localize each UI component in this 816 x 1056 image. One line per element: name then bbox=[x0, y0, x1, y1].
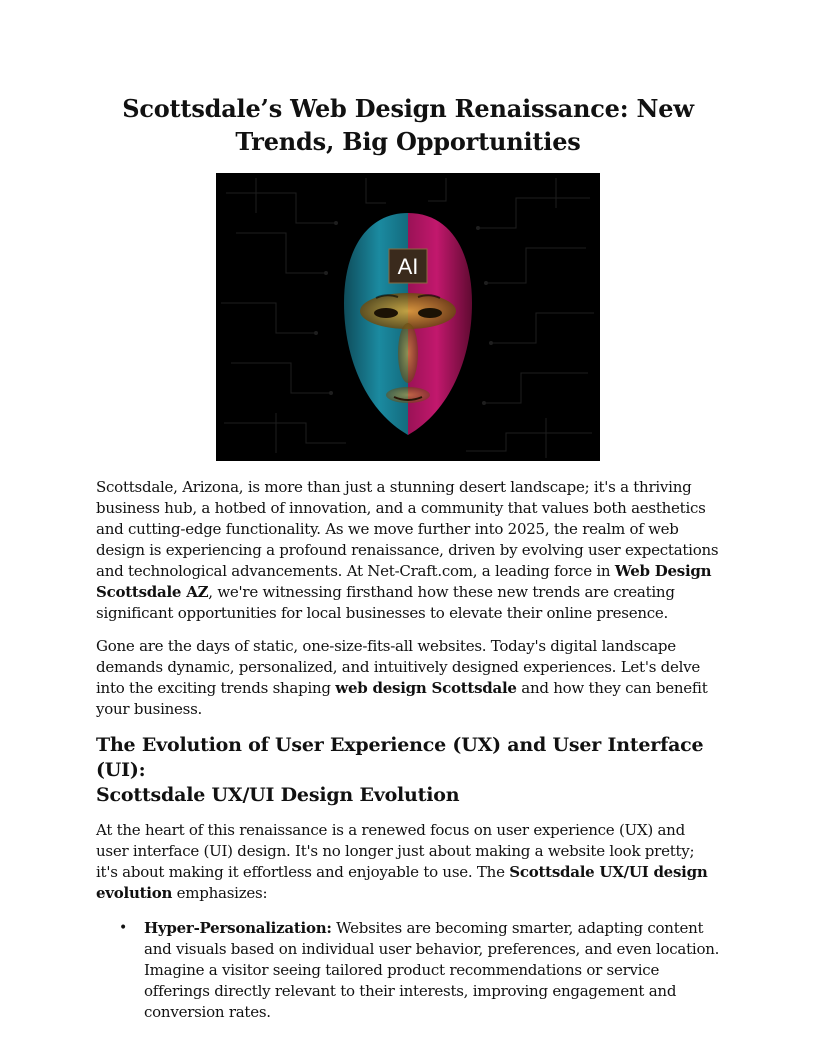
trends-text-1: Gone are the days of static, one-size-fits-all websites. Today's digital landscape demands dynamic, personalized, and intuitively designed experiences. Let's delve into the exciting trends shaping bbox=[96, 637, 701, 697]
page-title-line-1: Scottsdale’s Web Design Renaissance: New bbox=[122, 94, 694, 123]
trends-text-2: and how they can benefit your business. bbox=[96, 679, 708, 718]
ai-badge-text: AI bbox=[397, 254, 419, 279]
hero-image-container bbox=[96, 173, 720, 461]
intro-bold-keyword: Web Design Scottsdale AZ bbox=[96, 562, 712, 601]
section-heading bbox=[96, 733, 720, 808]
page-title-line-2: Trends, Big Opportunities bbox=[235, 127, 581, 156]
ux-ui-text-1: At the heart of this renaissance is a renewed focus on user experience (UX) and user interface (UI) design. It's no longer just about making a website look pretty; it's about making it effortless and enjoyable to use. The bbox=[96, 821, 695, 881]
intro-text-2: , we're witnessing firsthand how these new trends are creating significant opportunities for local businesses to elevate their online presence. bbox=[96, 583, 675, 622]
ux-ui-paragraph bbox=[96, 820, 720, 904]
intro-text-1: Scottsdale, Arizona, is more than just a stunning desert landscape; it's a thriving business hub, a hotbed of innovation, and a community that values both aesthetics and cutting-edge functionality. As we move further into 2025, the realm of web design is experiencing a profound renaissance, driven by evolving user expectations and technological advancements. At Net-Craft.com, a leading force in bbox=[96, 478, 719, 580]
section-heading-line-1: The Evolution of User Experience (UX) and User Interface (UI): bbox=[96, 734, 704, 781]
bullet-marker: • bbox=[119, 920, 128, 936]
trends-bold-keyword: web design Scottsdale bbox=[335, 679, 517, 697]
ai-badge bbox=[389, 249, 427, 283]
bullet-label: Hyper-Personalization: bbox=[144, 919, 332, 937]
section-heading-line-2: Scottsdale UX/UI Design Evolution bbox=[96, 784, 460, 806]
trends-paragraph bbox=[96, 636, 720, 720]
hero-image bbox=[216, 173, 600, 461]
page-title bbox=[96, 92, 720, 158]
ux-ui-bold-keyword: Scottsdale UX/UI design evolution bbox=[96, 863, 708, 902]
bullet-text: Websites are becoming smarter, adapting content and visuals based on individual user behavior, preferences, and even location. Imagine a visitor seeing tailored product recommendations or service offerings directly relevant to their interests, improving engagement and conversion rates. bbox=[144, 919, 720, 1021]
document-page bbox=[96, 92, 720, 1023]
list-item bbox=[119, 918, 720, 1023]
bullet-list bbox=[96, 918, 720, 1023]
ux-ui-text-2: emphasizes: bbox=[172, 884, 268, 902]
intro-paragraph bbox=[96, 477, 720, 624]
